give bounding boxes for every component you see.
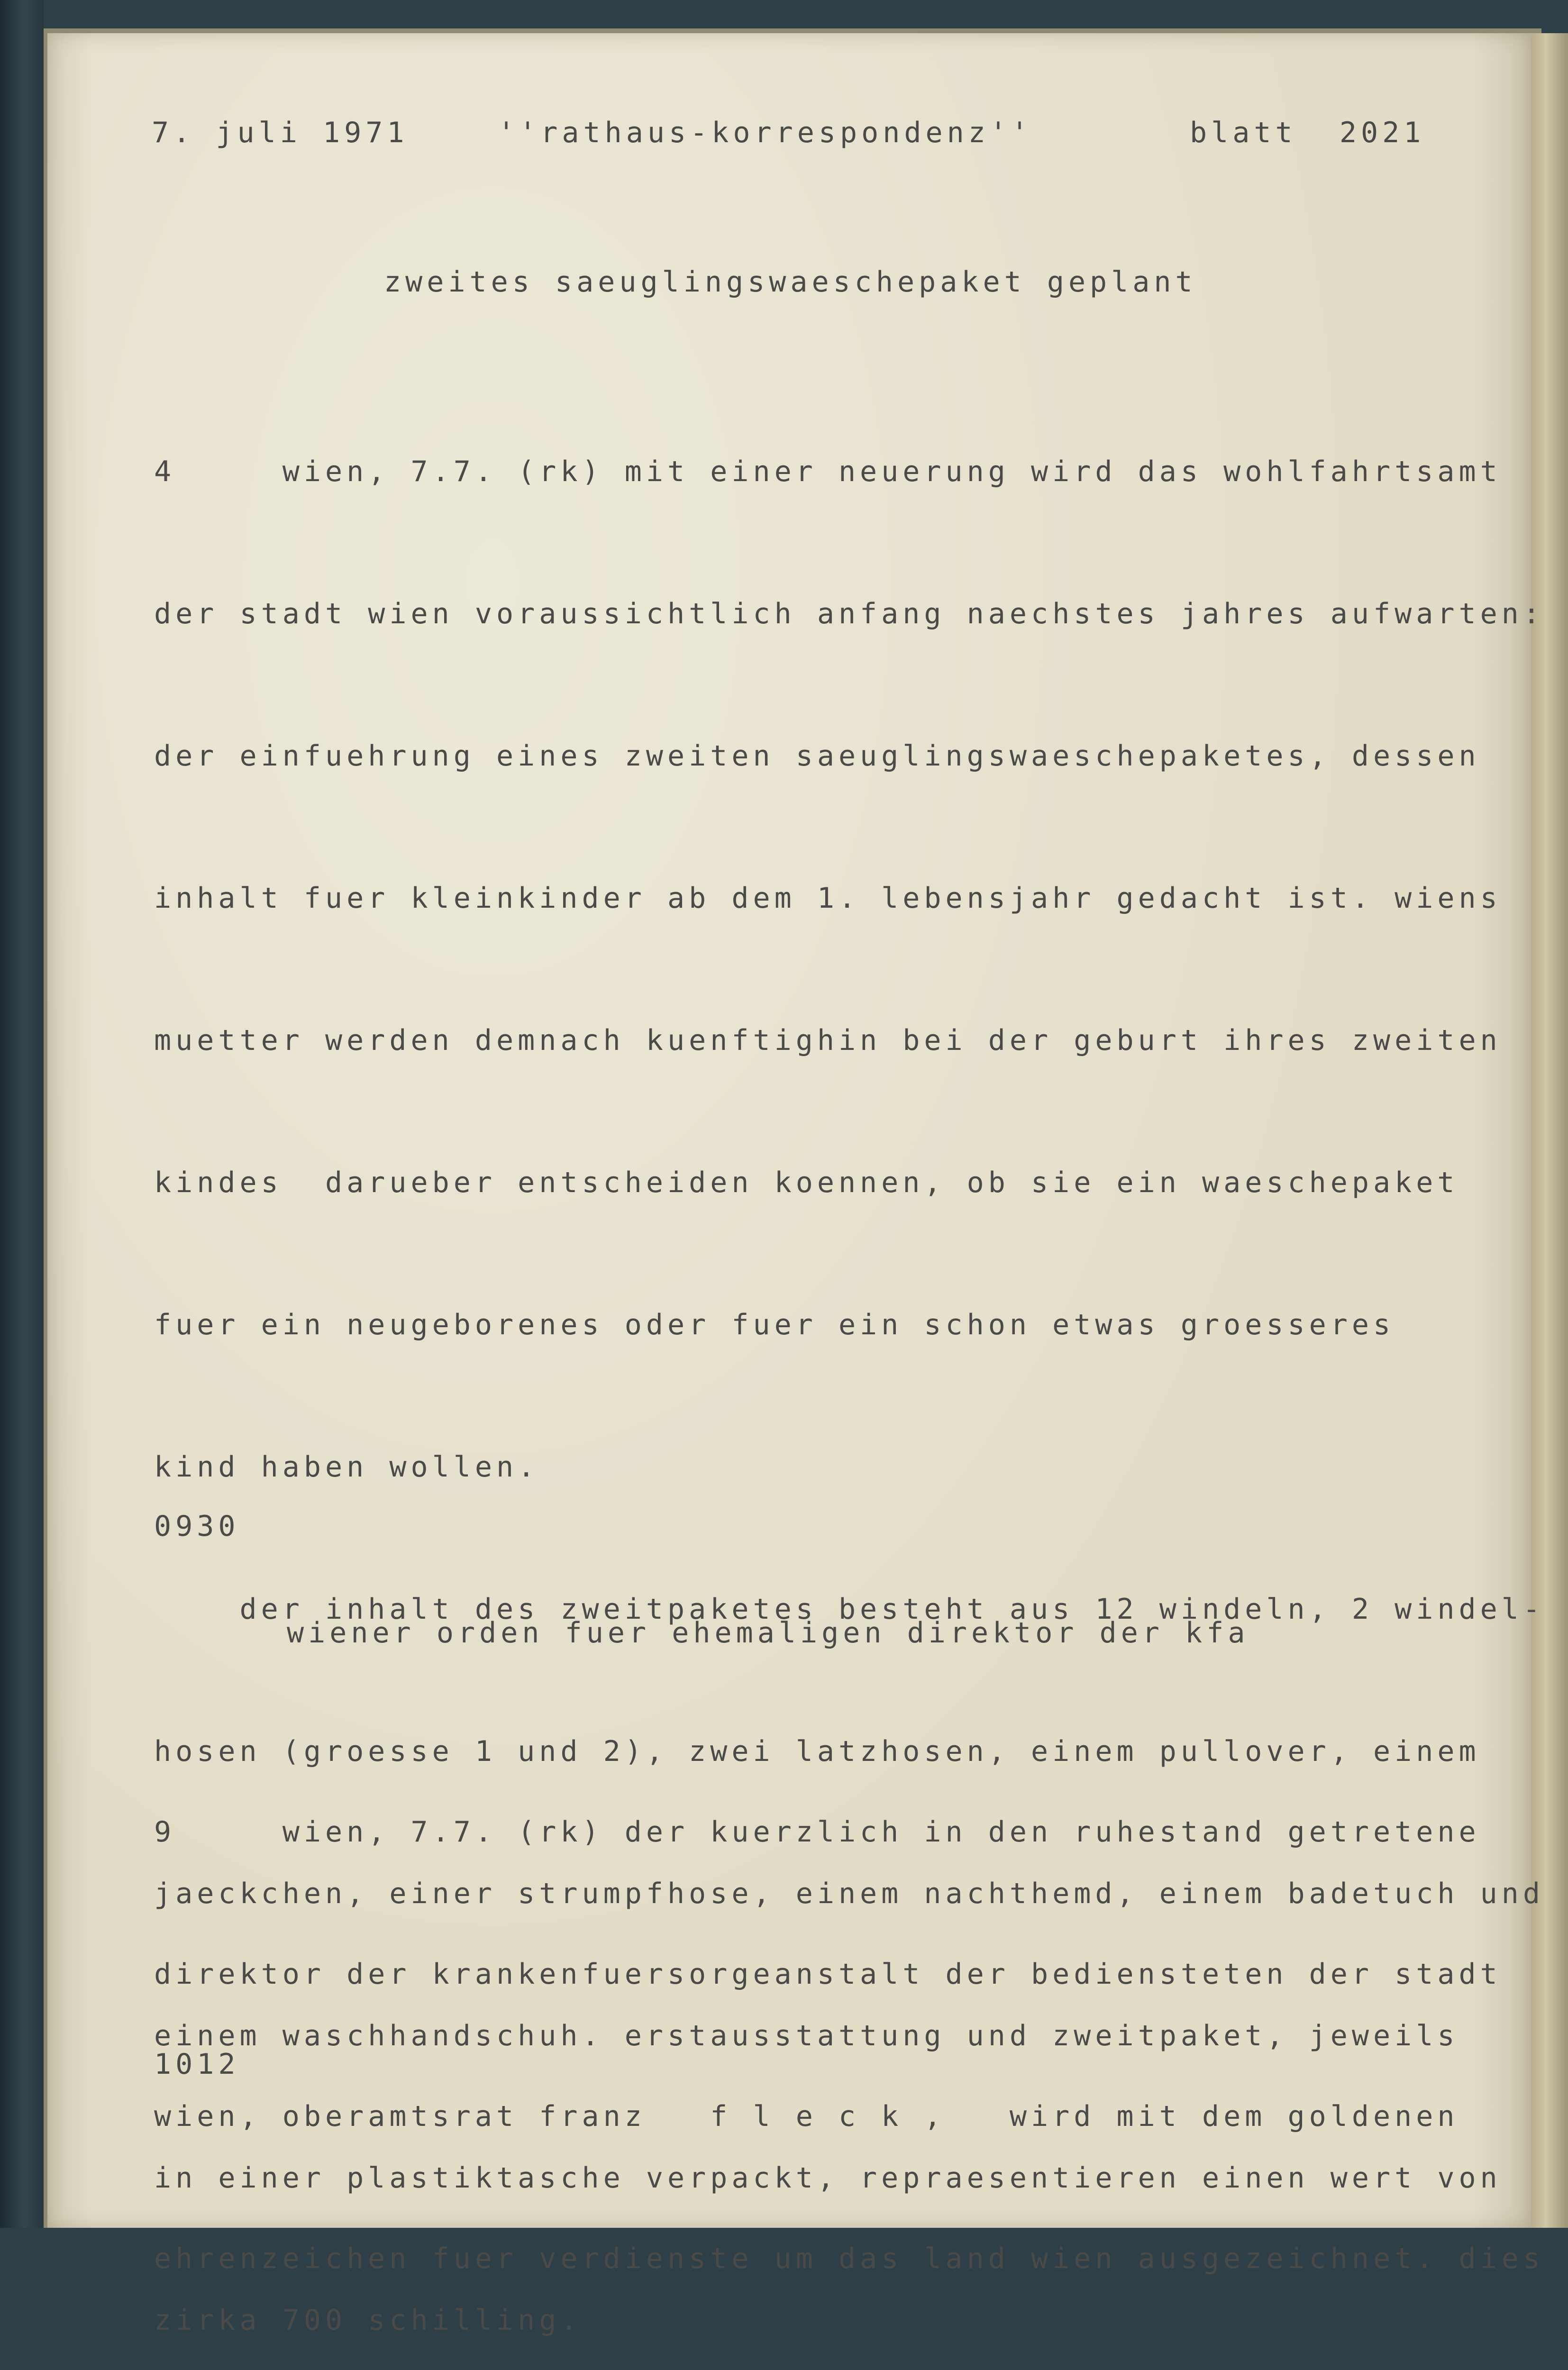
- article-1-line: muetter werden demnach kuenftighin bei der geburt ihres zweiten: [154, 1024, 1502, 1057]
- article-1-line: einem waschhandschuh. erstausstattung und zweitpaket, jeweils: [154, 2019, 1459, 2052]
- article-1-line: inhalt fuer kleinkinder ab dem 1. lebensjahr gedacht ist. wiens: [154, 882, 1502, 915]
- article-1-line: kind haben wollen.: [154, 1450, 539, 1484]
- article-1-line: der einfuehrung eines zweiten saeuglingswaeschepaketes, dessen: [154, 739, 1480, 773]
- article-1-line: hosen (groesse 1 und 2), zwei latzhosen, einem pullover, einem: [154, 1735, 1480, 1768]
- article-2-time-code: 1012: [154, 2048, 240, 2081]
- article-2-line: wien, oberamtsrat franz f l e c k , wird mit dem goldenen: [154, 2100, 1459, 2133]
- article-1-line: fuer ein neugeborenes oder fuer ein schon etwas groesseres: [154, 1308, 1395, 1341]
- header-publication: ''rathaus-korrespondenz'': [498, 116, 1033, 149]
- header-date: 7. juli 1971: [152, 116, 409, 149]
- article-1-line: 4 wien, 7.7. (rk) mit einer neuerung wird das wohlfahrtsamt: [154, 455, 1502, 488]
- article-1-title: zweites saeuglingswaeschepaket geplant: [384, 265, 1197, 299]
- article-1-time-code: 0930: [154, 1510, 240, 1543]
- article-1-line: der inhalt des zweitpaketes besteht aus 12 windeln, 2 windel-: [154, 1593, 1544, 1626]
- article-1-line: zirka 700 schilling.: [154, 2304, 582, 2337]
- article-1-line: der stadt wien voraussichtlich anfang naechstes jahres aufwarten:: [154, 597, 1544, 630]
- article-2-title: wiener orden fuer ehemaligen direktor der kfa: [287, 1616, 1249, 1650]
- article-1-line: jaeckchen, einer strumpfhose, einem nachthemd, einem badetuch und: [154, 1877, 1544, 1910]
- binder-edge: [0, 0, 44, 2228]
- article-2-line: direktor der krankenfuersorgeanstalt der bediensteten der stadt: [154, 1958, 1502, 1991]
- article-1-line: in einer plastiktasche verpackt, repraesentieren einen wert von: [154, 2161, 1502, 2195]
- article-2-body: [154, 1714, 1544, 2370]
- article-1-line: kindes darueber entscheiden koennen, ob sie ein waeschepaket: [154, 1166, 1459, 1199]
- header-sheet-number: blatt 2021: [1190, 116, 1425, 149]
- article-2-line: ehrenzeichen fuer verdienste um das land wien ausgezeichnet. dies: [154, 2242, 1544, 2275]
- article-2-line: 9 wien, 7.7. (rk) der kuerzlich in den ruhestand getretene: [154, 1815, 1480, 1849]
